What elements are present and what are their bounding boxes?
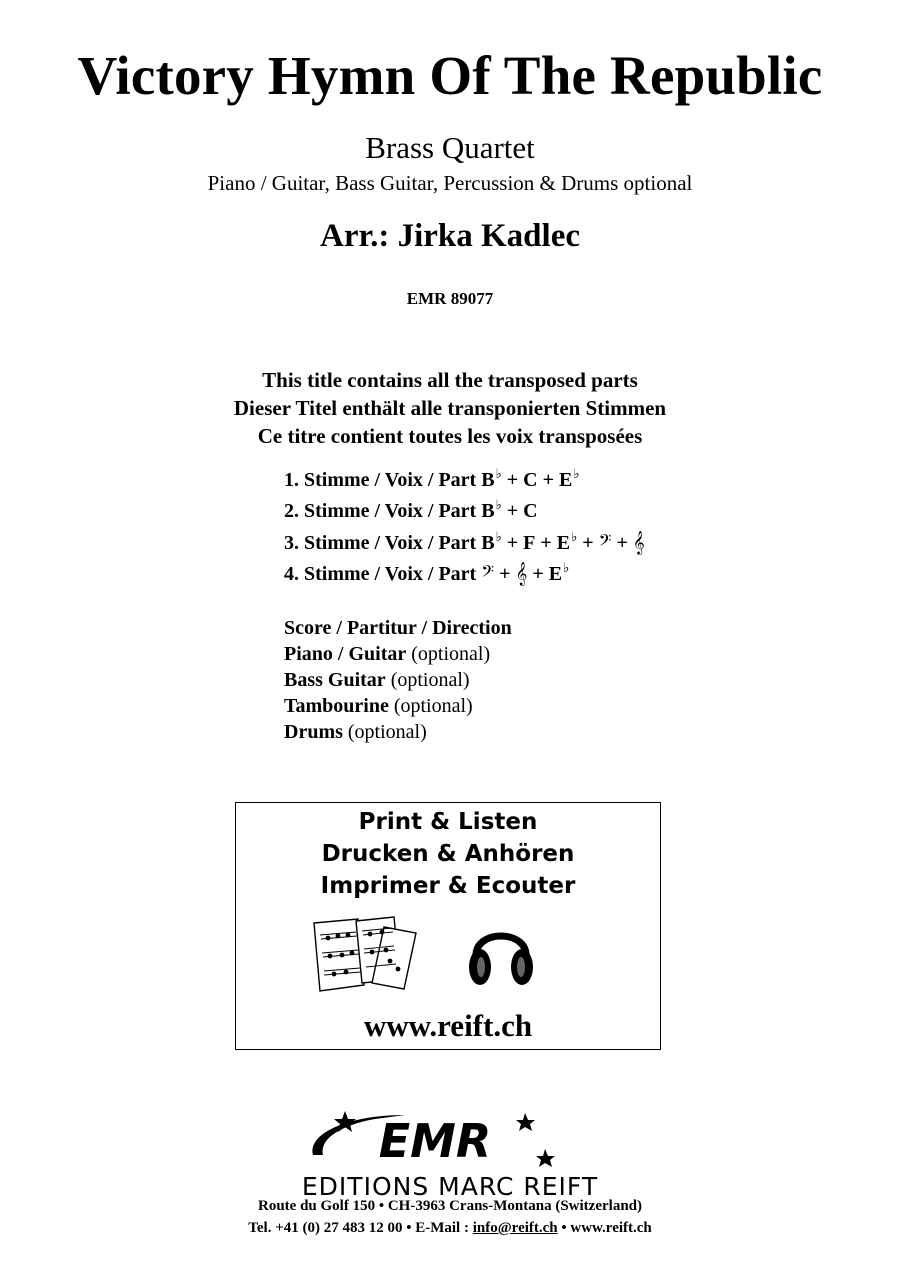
publisher-phone: Tel. +41 (0) 27 483 12 00 • E-Mail : bbox=[248, 1220, 469, 1236]
headphones-icon bbox=[466, 915, 536, 991]
publisher-website: • www.reift.ch bbox=[561, 1220, 652, 1236]
flat-icon: ♭ bbox=[495, 467, 502, 482]
part-key: F bbox=[523, 532, 536, 554]
part-key: C bbox=[523, 499, 538, 522]
publisher-contact bbox=[0, 1220, 900, 1237]
flat-icon: ♭ bbox=[495, 530, 502, 545]
extra-item-name: Tambourine bbox=[284, 695, 389, 717]
part-label: 1. Stimme / Voix / Part bbox=[284, 469, 477, 491]
flat-icon: ♭ bbox=[563, 560, 570, 576]
optional-instruments: Piano / Guitar, Bass Guitar, Percussion & Drums optional bbox=[207, 171, 693, 195]
sheet-music-icon bbox=[306, 915, 421, 995]
extra-item-note: (optional) bbox=[393, 695, 473, 717]
flat-icon: ♭ bbox=[573, 467, 580, 482]
part-line: 2. Stimme / Voix / Part B♭ + C bbox=[284, 497, 538, 522]
part-key: E♭ bbox=[556, 530, 578, 554]
publisher-email-link[interactable]: info@reift.ch bbox=[472, 1220, 558, 1236]
part-line: 4. Stimme / Voix / Part 𝄢 + 𝄞 + E♭ bbox=[284, 560, 570, 585]
flat-icon: ♭ bbox=[495, 497, 502, 513]
part-key: E♭ bbox=[558, 467, 580, 491]
extra-item bbox=[284, 643, 490, 666]
extra-item-name: Drums bbox=[284, 721, 343, 743]
extra-item bbox=[284, 721, 427, 744]
promo-url[interactable]: www.reift.ch bbox=[363, 1008, 533, 1043]
part-label: 4. Stimme / Voix / Part bbox=[284, 562, 477, 585]
extra-item-note: (optional) bbox=[411, 643, 491, 665]
extra-item-note: (optional) bbox=[390, 669, 470, 691]
extra-item bbox=[284, 617, 512, 640]
flat-icon: ♭ bbox=[571, 530, 578, 545]
publisher-name: EDITIONS MARC REIFT bbox=[301, 1172, 599, 1201]
extra-item bbox=[284, 695, 473, 718]
part-line: 3. Stimme / Voix / Part B♭ + F + E♭ + 𝄢 + 𝄞 bbox=[284, 530, 645, 554]
part-label: 2. Stimme / Voix / Part bbox=[284, 499, 477, 522]
part-key: E♭ bbox=[548, 560, 570, 585]
publisher-address: Route du Golf 150 • CH-3963 Crans-Montana (Switzerland) bbox=[258, 1198, 642, 1214]
page-title: Victory Hymn Of The Republic bbox=[77, 45, 823, 106]
extra-item-name: Score / Partitur / Direction bbox=[284, 617, 512, 639]
arranger: Arr.: Jirka Kadlec bbox=[320, 218, 580, 254]
notice-en: This title contains all the transposed parts bbox=[262, 368, 638, 392]
extra-item-note: (optional) bbox=[347, 721, 427, 743]
notice-fr: Ce titre contient toutes les voix transposées bbox=[257, 424, 643, 448]
instrumentation: Brass Quartet bbox=[365, 130, 535, 165]
part-line: 1. Stimme / Voix / Part B♭ + C + E♭ bbox=[284, 467, 580, 491]
part-key: B♭ bbox=[481, 467, 502, 491]
promo-line-en: Print & Listen bbox=[358, 809, 538, 835]
emr-logo-icon bbox=[305, 1105, 565, 1175]
notice-de: Dieser Titel enthält alle transponierten Stimmen bbox=[233, 396, 667, 420]
part-label: 3. Stimme / Voix / Part bbox=[284, 532, 477, 554]
treble-clef-icon: 𝄞 bbox=[632, 530, 645, 554]
print-listen-box bbox=[235, 802, 661, 1050]
part-key: C bbox=[523, 469, 538, 491]
part-key: B♭ bbox=[481, 530, 502, 554]
transposed-parts-notice bbox=[0, 366, 900, 450]
treble-clef-icon: 𝄞 bbox=[515, 560, 528, 585]
bass-clef-icon: 𝄢 bbox=[481, 560, 495, 585]
extra-item-name: Piano / Guitar bbox=[284, 643, 407, 665]
extra-item bbox=[284, 669, 470, 692]
bass-clef-icon: 𝄢 bbox=[598, 530, 612, 554]
promo-line-de: Drucken & Anhören bbox=[321, 841, 575, 867]
promo-line-fr: Imprimer & Ecouter bbox=[320, 873, 576, 899]
catalog-number: EMR 89077 bbox=[406, 289, 494, 308]
extra-item-name: Bass Guitar bbox=[284, 669, 386, 691]
logo-text: EMR bbox=[378, 1114, 492, 1168]
part-key: B♭ bbox=[481, 497, 502, 522]
